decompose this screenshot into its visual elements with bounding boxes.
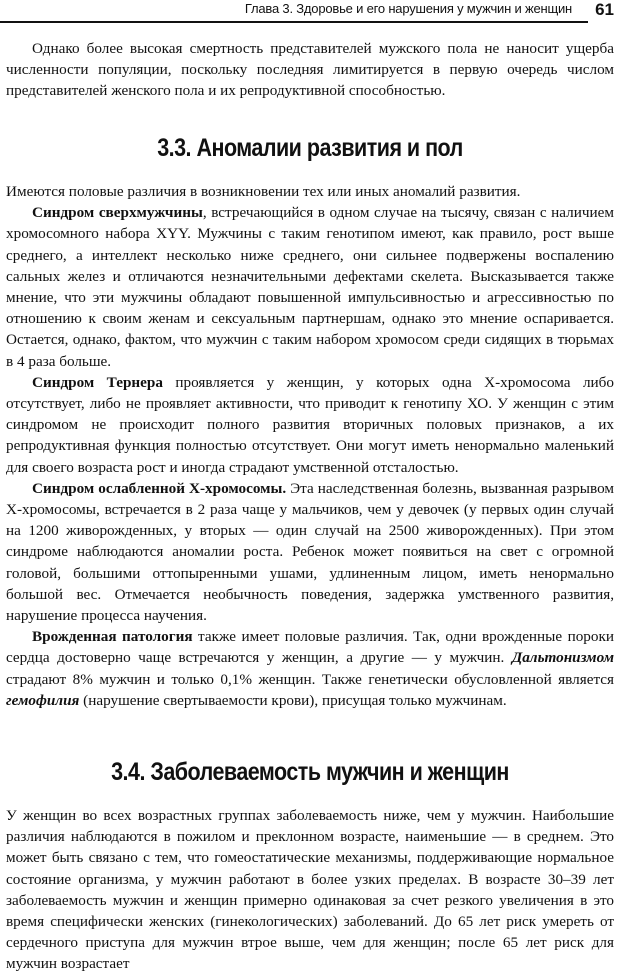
paragraph-text: (нарушение свертываемости крови), присущая только мужчинам. (79, 691, 507, 709)
paragraph: У женщин во всех возрастных группах заболеваемость ниже, чем у мужчин. Наибольшие различия наблюдаются в пожилом и преклонном возрасте, наименьшие — в среднем. Это может быть связано с тем, что гомеостатические механизмы, поддерживающие нормальное состояние организма, у мужчин работают в более узких пределах. В возрасте 30–39 лет заболеваемость мужчин и женщин примерно одинаковая за счет резкого увеличения в это время специфически женских (гинекологических) заболеваний. До 65 лет риск умереть от сердечного приступа для мужчин втрое выше, чем для женщин; после 65 лет риск для мужчин возрастает (6, 807, 614, 973)
paragraph (6, 372, 614, 478)
running-title: Глава 3. Здоровье и его нарушения у мужчин и женщин (244, 1, 572, 16)
term: Дальтонизмом (511, 649, 614, 667)
section-3-4-body (6, 805, 614, 975)
paragraph-text: страдают 8% мужчин и только 0,1% женщин. Также генетически обусловленной является (6, 670, 614, 688)
paragraph (6, 202, 614, 372)
paragraph (6, 478, 614, 626)
paragraph: Имеются половые различия в возникновении тех или иных аномалий развития. (6, 183, 521, 200)
header-rule (0, 21, 588, 23)
term: Синдром сверхмужчины (32, 204, 203, 222)
paragraph-text: проявляется у женщин, у которых одна X-хромосома либо отсутствует, либо не проявляет активности, что приводит к генотипу ХО. У женщин с этим синдромом не происходит полного развития вторичных половых признаков, а их репродуктивная функция полностью отсутствует. Они могут иметь ненормально маленький для своего возраста рост и иногда страдают умственной отсталостью. (6, 373, 614, 476)
section-3-3-heading: 3.3. Аномалии развития и пол (157, 134, 463, 162)
intro-block (6, 38, 614, 102)
section-3-3-body (6, 181, 614, 711)
term: Синдром ослабленной Х-хромосомы. (32, 479, 287, 497)
term: Синдром Тернера (32, 373, 163, 391)
paragraph-text: Эта наследственная болезнь, вызванная разрывом Х-хромосомы, встречается в 2 раза чаще у мальчиков, чем у девочек (у первых один случай на 1200 живорожденных, у вторых — один случай на 2500 живорожденных). При этом синдроме наблюдаются аномалии роста. Ребенок может появиться на свет с огромной головой, большими оттопыренными ушами, удлиненным лицом, иметь ненормально большой вес. Отмечается необычность поведения, задержка умственного развития, нарушение процесса научения. (6, 479, 614, 625)
running-header (0, 0, 620, 26)
paragraph (6, 626, 614, 711)
page-number: 61 (595, 0, 614, 19)
paragraph-text: также имеет половые различия. Так, одни врожденные пороки сердца достоверно чаще встречаются у женщин, а другие — у мужчин. (6, 628, 615, 667)
intro-paragraph: Однако более высокая смертность представителей мужского пола не наносит ущерба численности популяции, поскольку последняя лимитируется в первую очередь числом представителей женского пола и их репродуктивной способностью. (6, 40, 614, 100)
term: гемофилия (6, 691, 80, 709)
paragraph-text: , встречающийся в одном случае на тысячу, связан с наличием хромосомного набора XYY. Мужчины с таким генотипом имеют, как правило, рост выше среднего, а интеллект несколько ниже среднего, они сильнее подвержены воспалению сальных желез и отличаются незначительными дефектами скелета. Высказывается также мнение, что эти мужчины обладают повышенной импульсивностью и агрессивностью по отношению к своим женам и сексуальным партнершам, однако это мнение оспаривается. Остается, однако, фактом, что мужчин с таким набором хромосом среди сидящих в тюрьмах в 4 раза больше. (6, 204, 614, 370)
section-3-4-heading: 3.4. Заболеваемость мужчин и женщин (111, 758, 509, 786)
term: Врожденная патология (32, 628, 193, 646)
